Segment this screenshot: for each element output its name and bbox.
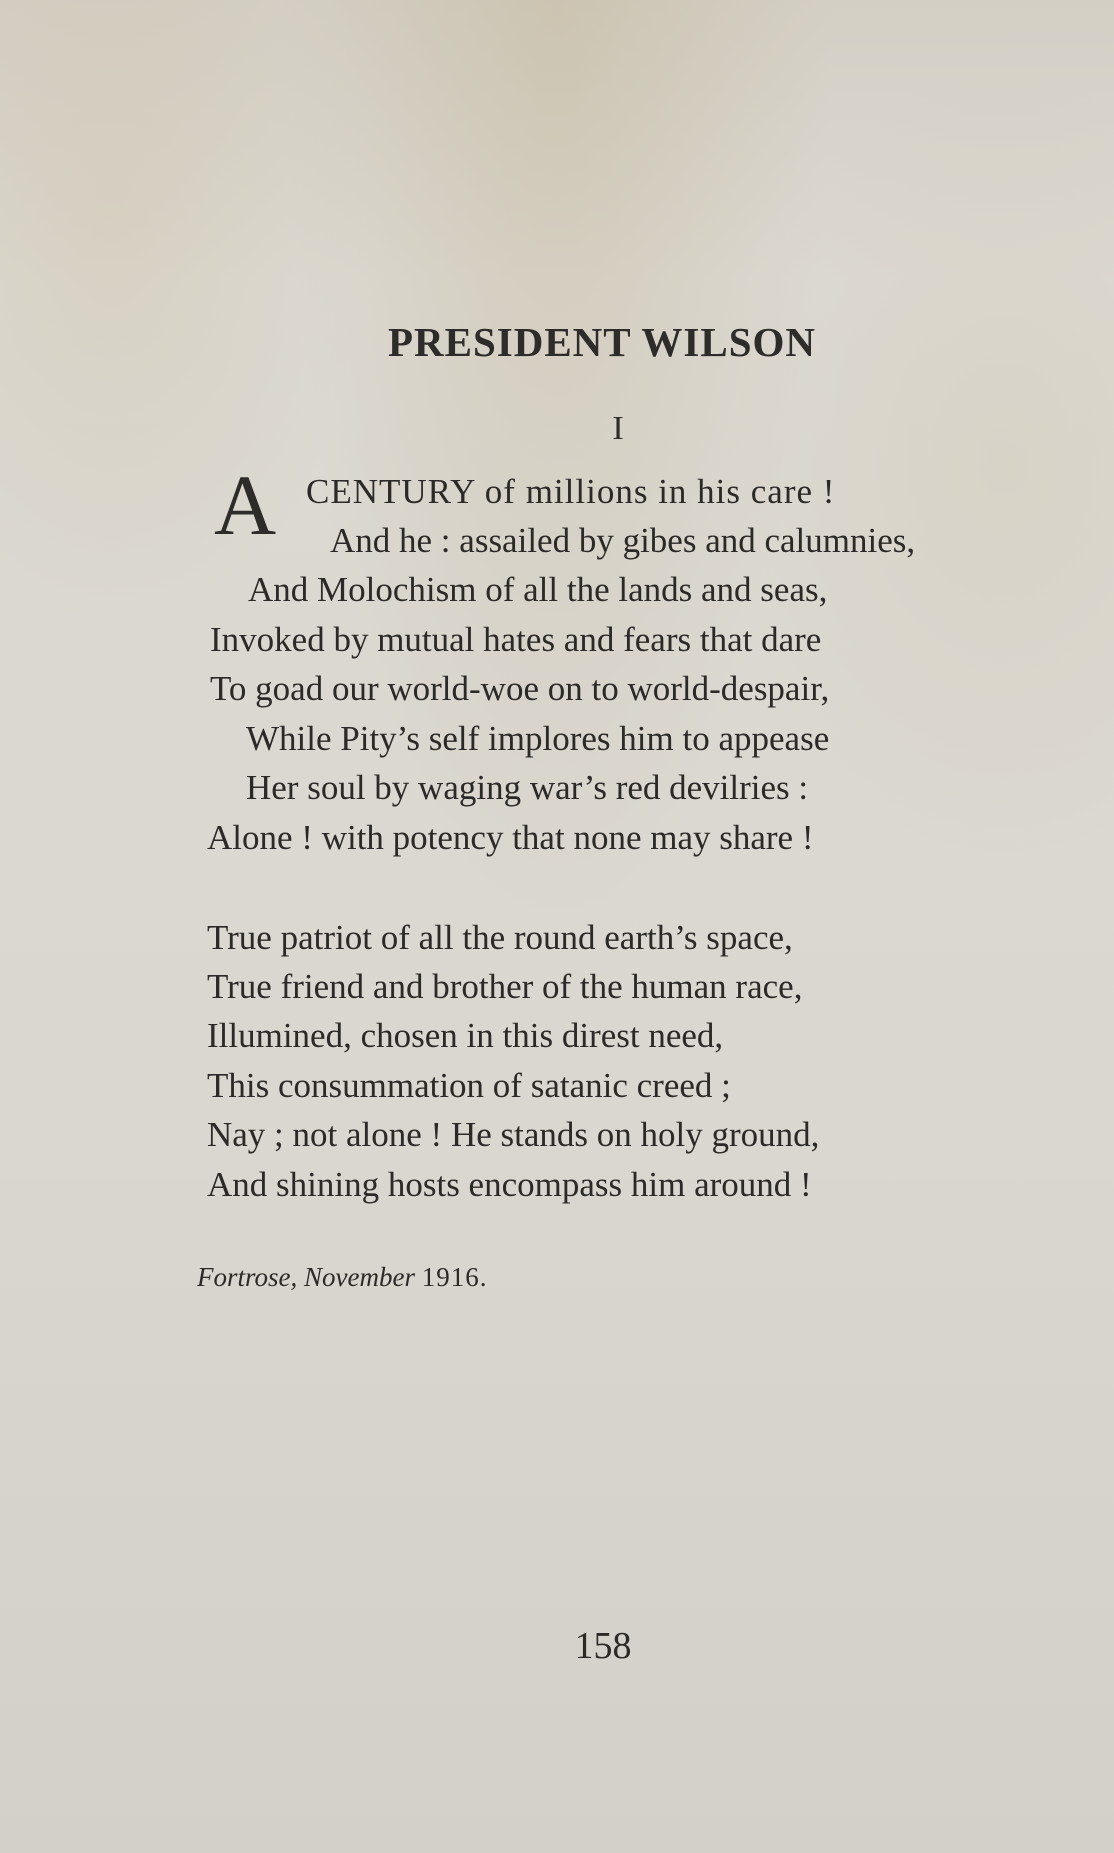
poem-line-7: Her soul by waging war’s red devilries : bbox=[246, 768, 809, 807]
poem-line-8: Alone ! with potency that none may share ! bbox=[207, 818, 814, 857]
poem-line-6: While Pity’s self implores him to appease bbox=[246, 719, 830, 758]
poem-line-5: To goad our world-woe on to world-despair, bbox=[210, 669, 830, 708]
dateline-year: 1916. bbox=[421, 1262, 488, 1292]
dateline-place: Fortrose, November bbox=[197, 1262, 415, 1292]
dateline bbox=[197, 1262, 487, 1293]
drop-cap: A bbox=[214, 457, 277, 553]
poem-line-11: Illumined, chosen in this direst need, bbox=[207, 1016, 724, 1055]
poem-line-3: And Molochism of all the lands and seas, bbox=[248, 570, 828, 609]
poem-line-9: True patriot of all the round earth’s space, bbox=[207, 918, 793, 957]
section-number: I bbox=[612, 410, 624, 447]
poem-line-12: This consummation of satanic creed ; bbox=[207, 1066, 731, 1105]
poem-line-14: And shining hosts encompass him around ! bbox=[207, 1165, 812, 1204]
poem-line-4: Invoked by mutual hates and fears that dare bbox=[210, 620, 822, 659]
poem-line-10: True friend and brother of the human race, bbox=[207, 967, 803, 1006]
poem-line-13: Nay ; not alone ! He stands on holy ground, bbox=[207, 1115, 820, 1154]
poem-title: PRESIDENT WILSON bbox=[387, 319, 817, 365]
poem-line-1: CENTURY of millions in his care ! bbox=[306, 472, 836, 511]
page-number: 158 bbox=[574, 1625, 632, 1667]
poem-line-2: And he : assailed by gibes and calumnies, bbox=[330, 521, 916, 560]
